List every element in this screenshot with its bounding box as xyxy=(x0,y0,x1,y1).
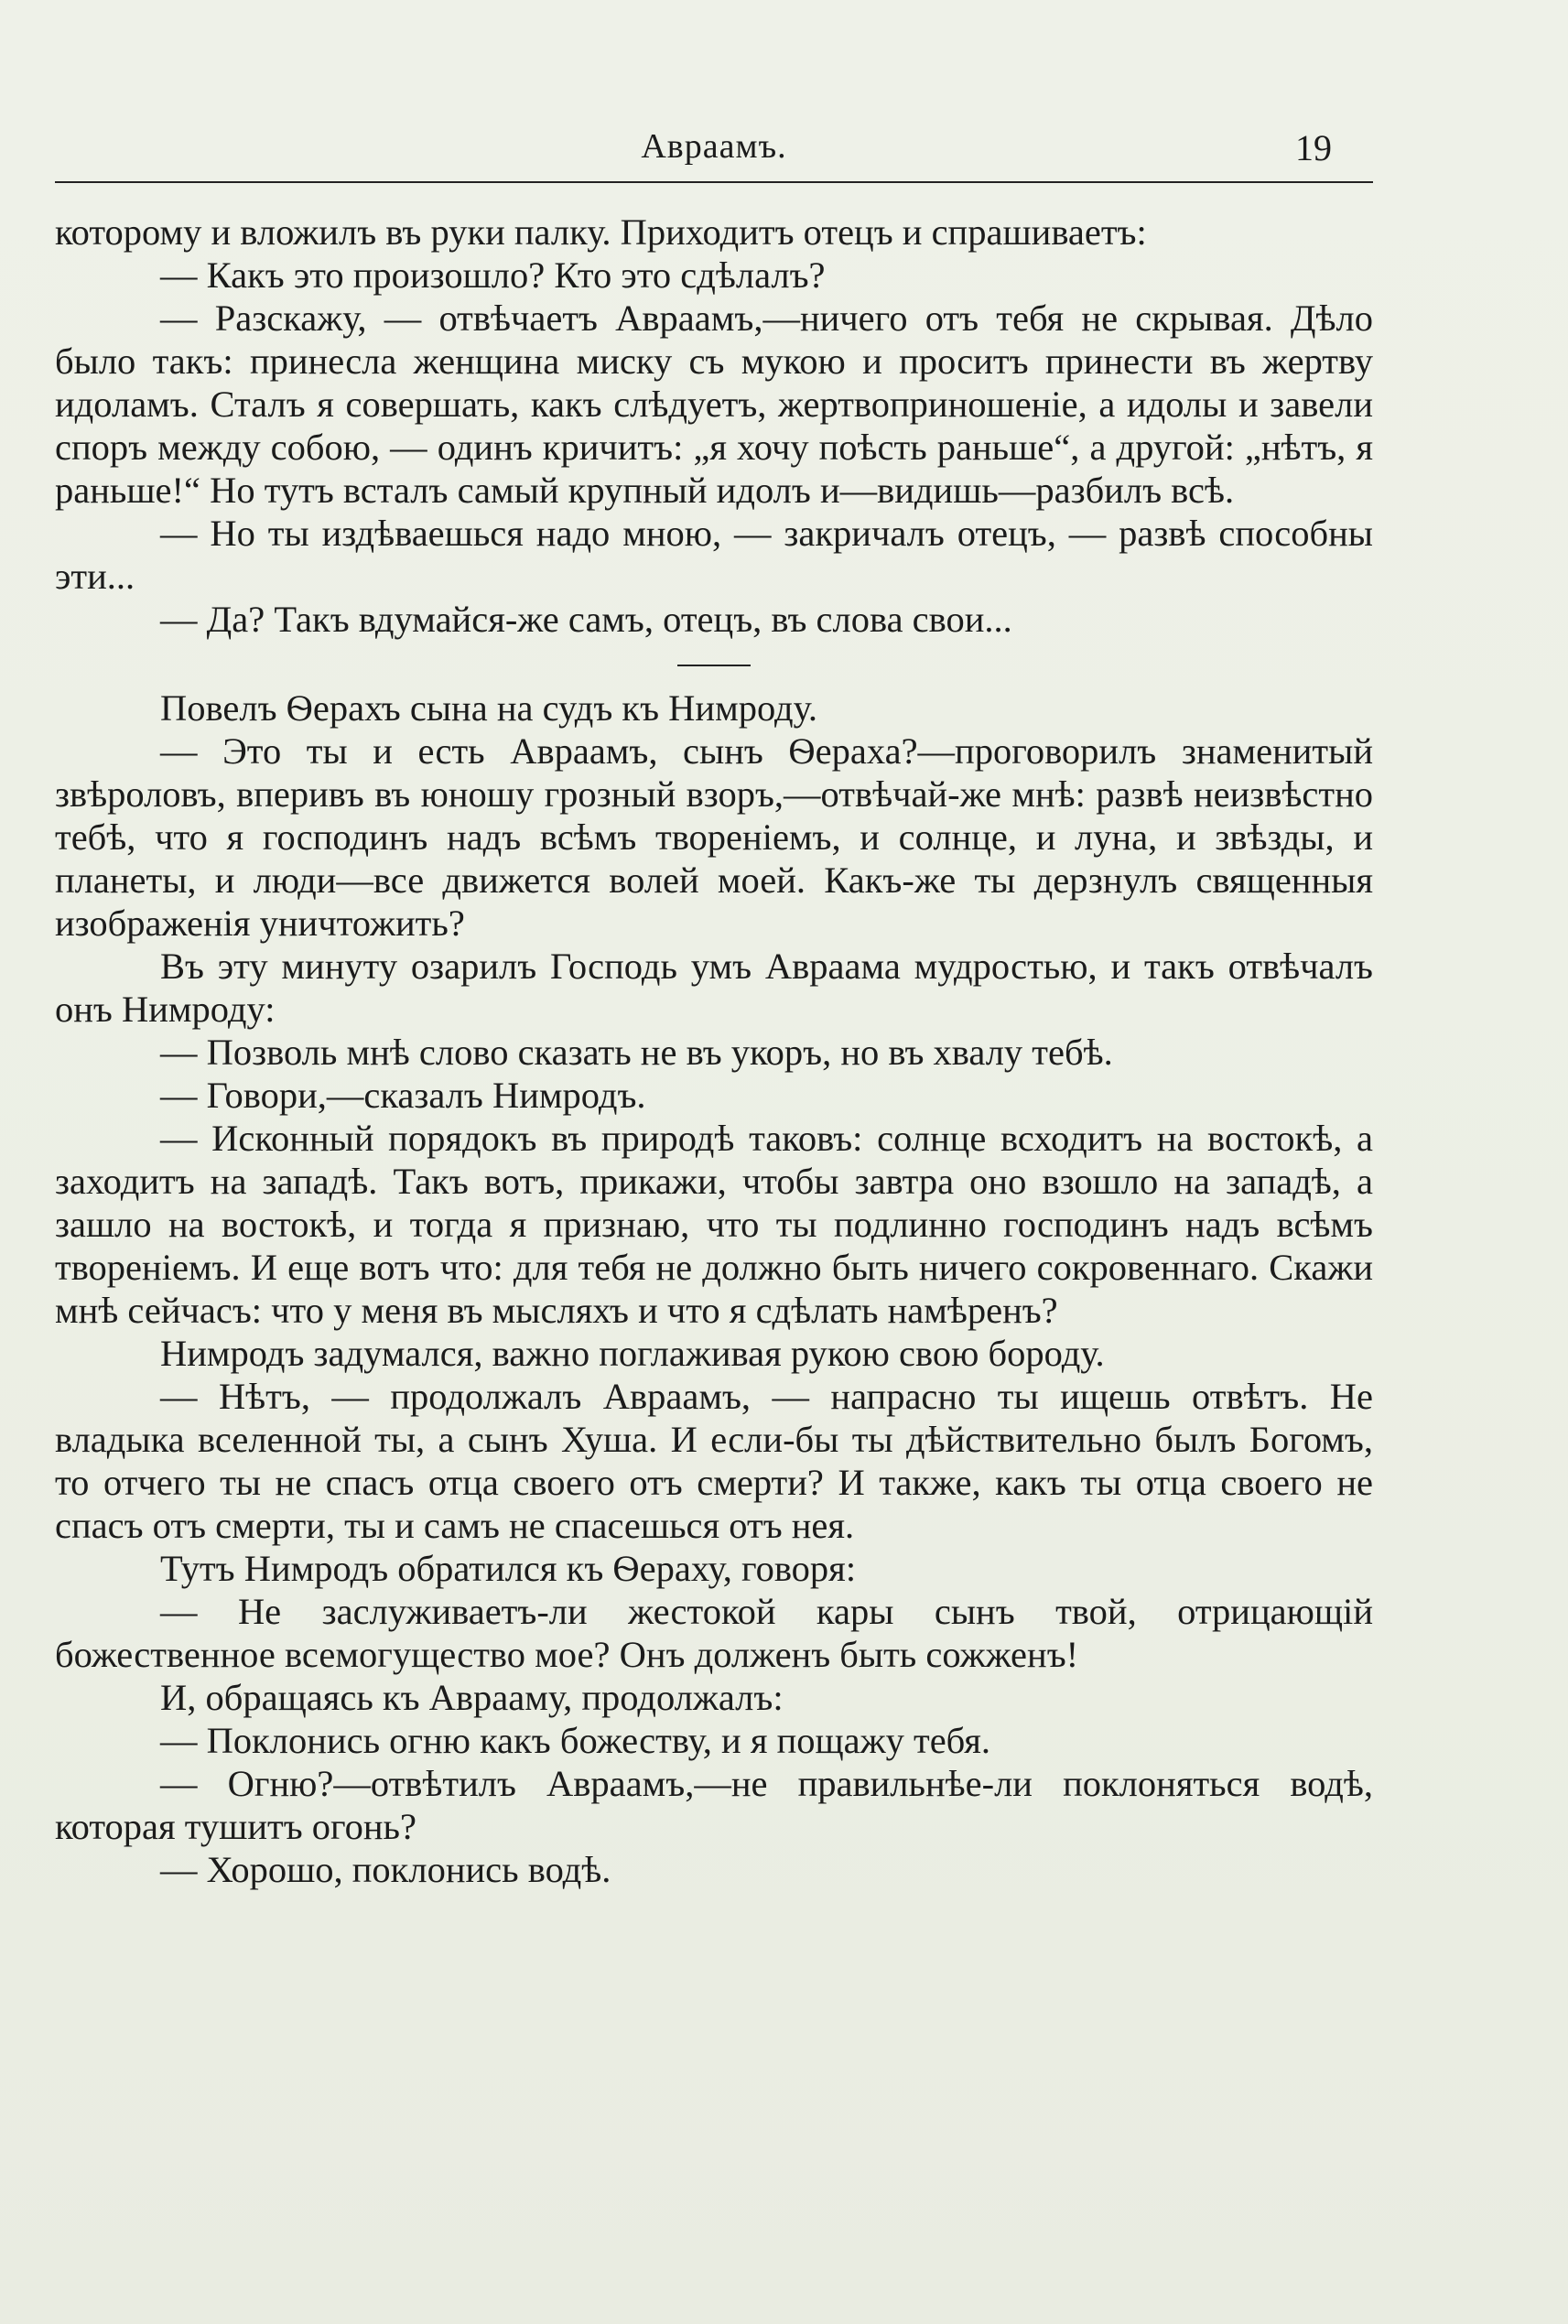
paragraph: которому и вложилъ въ руки палку. Приходитъ отецъ и спрашиваетъ: xyxy=(55,211,1147,253)
paragraph: — Но ты издѣваешься надо мною, — закричалъ отецъ, — развѣ способны эти... xyxy=(55,513,1373,597)
paragraph: — Огню?—отвѣтилъ Авраамъ,—не правильнѣе-ли поклоняться водѣ, которая тушитъ огонь? xyxy=(55,1763,1373,1847)
paragraph: Нимродъ задумался, важно поглаживая рукою свою бороду. xyxy=(160,1333,1105,1374)
paragraph: — Нѣтъ, — продолжалъ Авраамъ, — напрасно ты ищешь отвѣтъ. Не владыка вселенной ты, а сынъ Хуша. И если-бы ты дѣйствительно былъ Богомъ, то отчего ты не спасъ отца своего отъ смерти? И также, какъ ты отца своего не спасъ отъ смерти, ты и самъ не спасешься отъ нея. xyxy=(55,1376,1373,1546)
paragraph: — Разскажу, — отвѣчаетъ Авраамъ,—ничего отъ тебя не скрывая. Дѣло было такъ: принесла женщина миску съ мукою и проситъ принести въ жертву идоламъ. Сталъ я совершать, какъ слѣдуетъ, жертвоприношеніе, а идолы и завели споръ между собою, — одинъ кричитъ: „я хочу поѣсть раньше“, а другой: „нѣтъ, я раньше!“ Но тутъ всталъ самый крупный идолъ и—видишь—разбилъ всѣ. xyxy=(55,297,1373,511)
paragraph: — Да? Такъ вдумайся-же самъ, отецъ, въ слова свои... xyxy=(160,599,1012,640)
paragraph: — Хорошо, поклонись водѣ. xyxy=(160,1849,611,1890)
paragraph: — Поклонись огню какъ божеству, и я пощажу тебя. xyxy=(160,1720,991,1761)
paragraph: — Исконный порядокъ въ природѣ таковъ: солнце всходитъ на востокѣ, а заходитъ на западѣ. Такъ вотъ, прикажи, чтобы завтра оно взошло на западѣ, а зашло на востокѣ, и тогда я признаю, что ты подлинно господинъ надъ всѣмъ твореніемъ. И еще вотъ что: для тебя не должно быть ничего сокровеннаго. Скажи мнѣ сейчасъ: что у меня въ мысляхъ и что я сдѣлать намѣренъ? xyxy=(55,1118,1373,1331)
paragraph: И, обращаясь къ Аврааму, продолжалъ: xyxy=(160,1677,784,1718)
paragraph: Тутъ Нимродъ обратился къ Ѳераху, говоря: xyxy=(160,1548,857,1589)
paragraph: — Это ты и есть Авраамъ, сынъ Ѳераха?—проговорилъ знаменитый звѣроловъ, вперивъ въ юношу грозный взоръ,—отвѣчай-же мнѣ: развѣ неизвѣстно тебѣ, что я господинъ надъ всѣмъ твореніемъ, и солнце, и луна, и звѣзды, и планеты, и люди—все движется волей моей. Какъ-же ты дерзнулъ священныя изображенія уничтожить? xyxy=(55,730,1373,944)
paragraph: — Позволь мнѣ слово сказать не въ укоръ, но въ хвалу тебѣ. xyxy=(160,1032,1113,1073)
paragraph: — Какъ это произошло? Кто это сдѣлалъ? xyxy=(160,254,826,296)
page-number: 19 xyxy=(1295,127,1332,168)
header-rule xyxy=(55,181,1373,183)
paragraph: Въ эту минуту озарилъ Господь умъ Авраама мудростью, и такъ отвѣчалъ онъ Нимроду: xyxy=(55,946,1373,1030)
paragraph: — Говори,—сказалъ Нимродъ. xyxy=(160,1075,646,1116)
running-head xyxy=(55,126,1373,185)
section-divider xyxy=(677,665,751,666)
paragraph-group-after-divider xyxy=(55,686,1373,1891)
running-title: Авраамъ. xyxy=(641,127,787,166)
paragraph-group-before-divider xyxy=(55,211,1373,641)
paragraph: — Не заслуживаетъ-ли жестокой кары сынъ твой, отрицающій божественное всемогущество мое? Онъ долженъ быть сожженъ! xyxy=(55,1591,1373,1675)
body-text xyxy=(55,211,1373,1891)
paragraph: Повелъ Ѳерахъ сына на судъ къ Нимроду. xyxy=(160,687,817,729)
